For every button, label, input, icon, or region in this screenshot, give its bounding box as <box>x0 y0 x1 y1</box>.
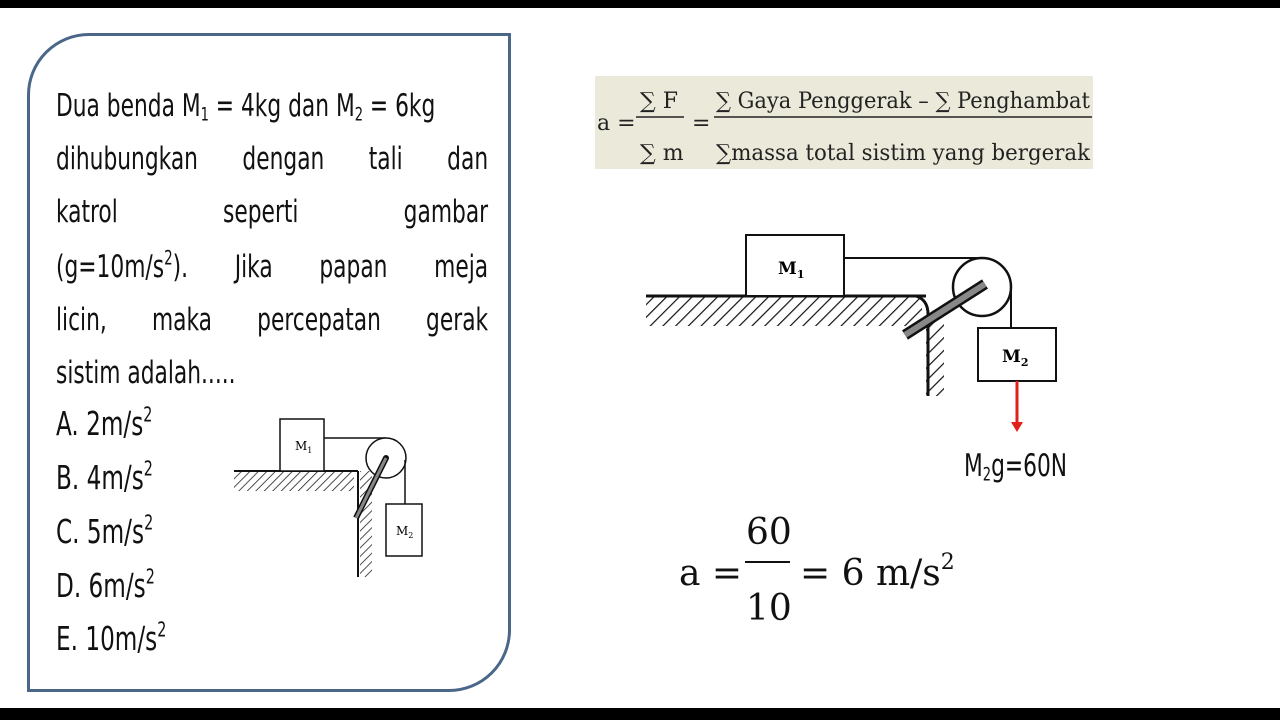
small-m2-label: $M_2$ <box>396 524 414 540</box>
option-d[interactable]: D. $6m/s^2$ <box>56 564 155 605</box>
question-line-4: $(g=10m/s^2)$. Jika papan meja <box>56 246 489 285</box>
formula-a: a = <box>597 111 636 136</box>
question-line-1: Dua benda $M_1 = 4kg$ dan $M_2 = 6kg$ <box>56 88 436 126</box>
option-e[interactable]: E. $10m/s^2$ <box>56 617 167 658</box>
option-b[interactable]: B. $4m/s^2$ <box>56 456 153 497</box>
option-a[interactable]: A. $2m/s^2$ <box>56 402 153 443</box>
question-line-5: licin, maka percepatan gerak <box>56 302 489 338</box>
question-line-2: dihubungkan dengan tali dan <box>56 141 489 177</box>
big-pulley-diagram <box>646 235 1056 432</box>
diagram-canvas <box>0 8 1280 708</box>
formula-den1: ∑ m <box>640 141 684 166</box>
small-m1-label: $M_1$ <box>295 439 313 455</box>
answer-equation <box>679 512 955 629</box>
answer-numerator: 60 <box>746 512 792 553</box>
formula-den2: ∑massa total sistim yang bergerak <box>716 141 1091 166</box>
big-table-hatch <box>646 296 922 326</box>
formula-num2: ∑ Gaya Penggerak – ∑ Penghambat <box>716 89 1091 114</box>
answer-a: a = <box>679 553 743 594</box>
answer-denominator: 10 <box>746 588 792 629</box>
big-m2-label: $M_2$ <box>1002 347 1029 369</box>
small-table-hatch <box>234 471 354 491</box>
slide <box>0 8 1280 708</box>
formula-num1: ∑ F <box>640 89 678 114</box>
answer-rhs: = 6 $m/s^2$ <box>800 550 955 594</box>
question-line-6: sistim adalah..... <box>56 355 236 391</box>
force-arrow-head <box>1011 422 1023 432</box>
big-m1-label: $M_1$ <box>778 259 805 281</box>
small-pulley-diagram <box>234 419 422 577</box>
question-line-3: katrol seperti gambar <box>56 194 489 230</box>
formula-text <box>597 89 1092 166</box>
formula-eq: = <box>692 111 711 136</box>
option-c[interactable]: C. $5m/s^2$ <box>56 510 154 551</box>
force-label: $M_2g=60N$ <box>964 448 1068 486</box>
